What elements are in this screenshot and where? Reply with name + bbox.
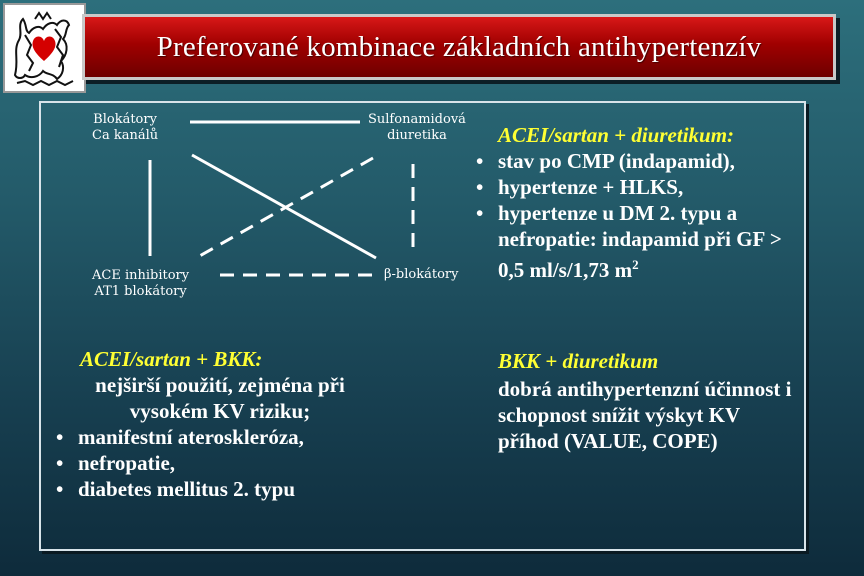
superscript: 2 — [632, 257, 639, 272]
bkk-diuretic-heading: BKK + diuretikum — [498, 349, 659, 373]
list-item: • stav po CMP (indapamid), — [470, 148, 800, 174]
list-item: • hypertenze + HLKS, — [470, 174, 800, 200]
acei-diuretic-list — [470, 148, 800, 283]
list-item: • manifestní ateroskleróza, — [50, 424, 390, 450]
acei-bkk-intro: nejširší použití, zejména při vysokém KV riziku; — [95, 373, 345, 423]
page-title: Preferované kombinace základních antihypertenzív — [156, 30, 762, 63]
list-item: • diabetes mellitus 2. typu — [50, 476, 390, 502]
list-item: • nefropatie, — [50, 450, 390, 476]
acei-bkk-list — [50, 424, 390, 502]
node-ace-inhibitors: ACE inhibitory AT1 blokátory — [92, 268, 190, 299]
list-item: • hypertenze u DM 2. typu a nefropatie: indapamid při GF > 0,5 ml/s/1,73 $m^2$ — [470, 200, 800, 283]
acei-diuretic-block — [470, 122, 800, 283]
acei-diuretic-heading: ACEI/sartan + diuretikum: — [498, 123, 735, 147]
bkk-diuretic-block — [498, 348, 798, 454]
acei-bkk-heading: ACEI/sartan + BKK: — [80, 347, 263, 371]
node-ca-blockers: Blokátory Ca kanálů — [92, 112, 159, 143]
node-diuretics: Sulfonamidová diuretika — [368, 112, 466, 143]
node-beta-blockers: β-blokátory — [384, 267, 459, 282]
acei-bkk-block — [50, 346, 390, 502]
bkk-diuretic-body: dobrá antihypertenzní účinnost i schopnost snížit výskyt KV příhod (VALUE, COPE) — [498, 377, 792, 453]
